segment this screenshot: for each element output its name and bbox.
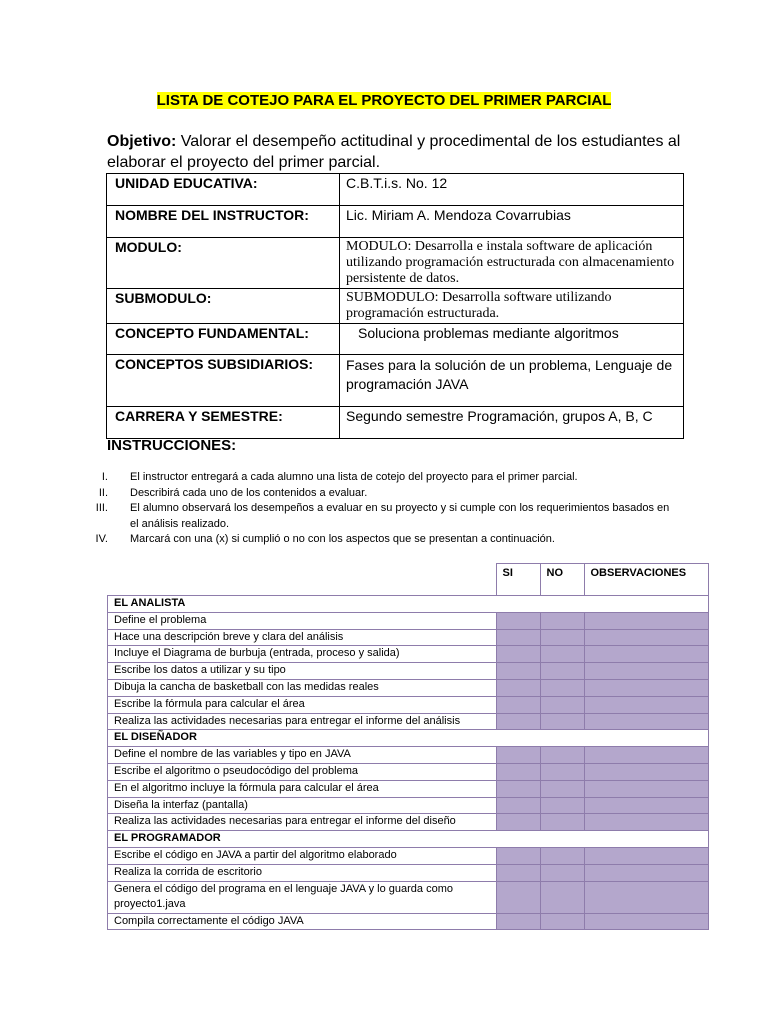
- observaciones-cell[interactable]: [584, 679, 709, 696]
- no-cell[interactable]: [540, 629, 584, 646]
- title-rest: DE COTEJO PARA EL PROYECTO DEL PRIMER PARCIAL: [198, 92, 612, 109]
- header-observaciones: OBSERVACIONES: [584, 564, 709, 596]
- criterion-row: [108, 780, 709, 797]
- no-cell[interactable]: [540, 612, 584, 629]
- no-cell[interactable]: [540, 679, 584, 696]
- observaciones-cell[interactable]: [584, 763, 709, 780]
- instruction-item: [80, 486, 670, 502]
- no-cell[interactable]: [540, 797, 584, 814]
- no-cell[interactable]: [540, 864, 584, 881]
- info-value: Fases para la solución de un problema, Lenguaje de programación JAVA: [340, 355, 684, 407]
- info-value: Lic. Miriam A. Mendoza Covarrubias: [340, 206, 684, 238]
- no-cell[interactable]: [540, 713, 584, 730]
- objective-paragraph: [107, 131, 697, 173]
- observaciones-cell[interactable]: [584, 814, 709, 831]
- no-cell[interactable]: [540, 747, 584, 764]
- si-cell[interactable]: [496, 679, 540, 696]
- info-row: [107, 289, 684, 324]
- no-cell[interactable]: [540, 913, 584, 930]
- criterion-row: [108, 797, 709, 814]
- observaciones-cell[interactable]: [584, 646, 709, 663]
- observaciones-cell[interactable]: [584, 864, 709, 881]
- observaciones-cell[interactable]: [584, 696, 709, 713]
- no-cell[interactable]: [540, 696, 584, 713]
- instruction-text: Marcará con una (x) si cumplió o no con los aspectos que se presentan a continuación.: [130, 533, 555, 545]
- section-title: EL DISEÑADOR: [108, 730, 709, 747]
- checklist-body: [108, 596, 709, 930]
- si-cell[interactable]: [496, 780, 540, 797]
- observaciones-cell[interactable]: [584, 881, 709, 913]
- criterion-row: [108, 763, 709, 780]
- instruction-number: III.: [95, 502, 108, 514]
- info-row: [107, 407, 684, 439]
- no-cell[interactable]: [540, 814, 584, 831]
- instructions-heading: INSTRUCCIONES:: [107, 437, 237, 454]
- header-blank-cell: [108, 564, 497, 596]
- no-cell[interactable]: [540, 780, 584, 797]
- section-row: [108, 596, 709, 613]
- si-cell[interactable]: [496, 629, 540, 646]
- criterion-text: Dibuja la cancha de basketball con las medidas reales: [108, 679, 497, 696]
- si-cell[interactable]: [496, 881, 540, 913]
- instruction-number: II.: [98, 486, 108, 499]
- no-cell[interactable]: [540, 646, 584, 663]
- info-key: NOMBRE DEL INSTRUCTOR:: [107, 206, 340, 238]
- criterion-row: [108, 696, 709, 713]
- criterion-text: Realiza las actividades necesarias para entregar el informe del análisis: [108, 713, 497, 730]
- criterion-row: [108, 847, 709, 864]
- observaciones-cell[interactable]: [584, 847, 709, 864]
- criterion-row: [108, 646, 709, 663]
- info-key: CARRERA Y SEMESTRE:: [107, 407, 340, 439]
- si-cell[interactable]: [496, 663, 540, 680]
- observaciones-cell[interactable]: [584, 713, 709, 730]
- instruction-number: I.: [101, 471, 108, 483]
- no-cell[interactable]: [540, 763, 584, 780]
- criterion-row: [108, 663, 709, 680]
- criterion-row: [108, 679, 709, 696]
- instruction-item: [80, 470, 670, 486]
- no-cell[interactable]: [540, 847, 584, 864]
- si-cell[interactable]: [496, 612, 540, 629]
- criterion-row: [108, 713, 709, 730]
- criterion-row: [108, 612, 709, 629]
- info-key: MODULO:: [107, 238, 340, 289]
- si-cell[interactable]: [496, 747, 540, 764]
- criterion-row: [108, 864, 709, 881]
- instruction-item: [80, 532, 670, 548]
- instructions-list: [80, 470, 670, 548]
- header-si: SI: [496, 564, 540, 596]
- criterion-text: Define el problema: [108, 612, 497, 629]
- si-cell[interactable]: [496, 847, 540, 864]
- criterion-text: Escribe el código en JAVA a partir del algoritmo elaborado: [108, 847, 497, 864]
- section-title: EL ANALISTA: [108, 596, 709, 613]
- info-row: [107, 355, 684, 407]
- info-key: CONCEPTOS SUBSIDIARIOS:: [107, 355, 340, 407]
- no-cell[interactable]: [540, 663, 584, 680]
- criterion-row: [108, 747, 709, 764]
- si-cell[interactable]: [496, 713, 540, 730]
- observaciones-cell[interactable]: [584, 913, 709, 930]
- si-cell[interactable]: [496, 814, 540, 831]
- instruction-text: El alumno observará los desempeños a evaluar en su proyecto y si cumple con los requerimientos basados en el análisis realizado.: [130, 502, 670, 530]
- si-cell[interactable]: [496, 864, 540, 881]
- criterion-text: Realiza la corrida de escritorio: [108, 864, 497, 881]
- criterion-text: Escribe los datos a utilizar y su tipo: [108, 663, 497, 680]
- criterion-text: Define el nombre de las variables y tipo en JAVA: [108, 747, 497, 764]
- objective-text: Valorar el desempeño actitudinal y procedimental de los estudiantes al elaborar el proyecto del primer parcial.: [107, 133, 681, 171]
- title-highlight: LISTA: [156, 92, 199, 109]
- criterion-row: [108, 814, 709, 831]
- instruction-text: Describirá cada uno de los contenidos a evaluar.: [130, 486, 368, 499]
- criterion-text: Genera el código del programa en el lenguaje JAVA y lo guarda como proyecto1.java: [108, 881, 497, 913]
- observaciones-cell[interactable]: [584, 612, 709, 629]
- criterion-row: [108, 629, 709, 646]
- criterion-text: Escribe el algoritmo o pseudocódigo del problema: [108, 763, 497, 780]
- criterion-text: En el algoritmo incluye la fórmula para calcular el área: [108, 780, 497, 797]
- info-value: MODULO: Desarrolla e instala software de aplicación utilizando programación estructurada con almacenamiento persistente de datos.: [340, 238, 684, 289]
- info-row: [107, 324, 684, 355]
- section-row: [108, 730, 709, 747]
- si-cell[interactable]: [496, 763, 540, 780]
- observaciones-cell[interactable]: [584, 747, 709, 764]
- instruction-item: [80, 501, 670, 532]
- criterion-text: Incluye el Diagrama de burbuja (entrada, proceso y salida): [108, 646, 497, 663]
- info-row: [107, 206, 684, 238]
- observaciones-cell[interactable]: [584, 797, 709, 814]
- info-key: UNIDAD EDUCATIVA:: [107, 174, 340, 206]
- criterion-text: Hace una descripción breve y clara del análisis: [108, 629, 497, 646]
- info-table: [106, 173, 684, 439]
- info-value: C.B.T.i.s. No. 12: [340, 174, 684, 206]
- header-no: NO: [540, 564, 584, 596]
- section-row: [108, 831, 709, 848]
- objective-label: Objetivo:: [107, 133, 177, 150]
- criterion-row: [108, 881, 709, 913]
- info-row: [107, 238, 684, 289]
- si-cell[interactable]: [496, 646, 540, 663]
- criterion-text: Escribe la fórmula para calcular el área: [108, 696, 497, 713]
- no-cell[interactable]: [540, 881, 584, 913]
- info-value: Segundo semestre Programación, grupos A, B, C: [340, 407, 684, 439]
- criterion-text: Compila correctamente el código JAVA: [108, 913, 497, 930]
- checklist-header-row: [108, 564, 709, 596]
- section-title: EL PROGRAMADOR: [108, 831, 709, 848]
- criterion-text: Realiza las actividades necesarias para entregar el informe del diseño: [108, 814, 497, 831]
- info-key: CONCEPTO FUNDAMENTAL:: [107, 324, 340, 355]
- document-title: [0, 92, 768, 109]
- instruction-text: El instructor entregará a cada alumno una lista de cotejo del proyecto para el primer parcial.: [130, 471, 578, 483]
- criterion-row: [108, 913, 709, 930]
- observaciones-cell[interactable]: [584, 629, 709, 646]
- info-value: Soluciona problemas mediante algoritmos: [340, 324, 684, 355]
- si-cell[interactable]: [496, 696, 540, 713]
- observaciones-cell[interactable]: [584, 663, 709, 680]
- info-value: SUBMODULO: Desarrolla software utilizando programación estructurada.: [340, 289, 684, 324]
- checklist-table: [107, 563, 709, 930]
- observaciones-cell[interactable]: [584, 780, 709, 797]
- instruction-number: IV.: [95, 533, 108, 545]
- info-key: SUBMODULO:: [107, 289, 340, 324]
- si-cell[interactable]: [496, 913, 540, 930]
- si-cell[interactable]: [496, 797, 540, 814]
- criterion-text: Diseña la interfaz (pantalla): [108, 797, 497, 814]
- info-row: [107, 174, 684, 206]
